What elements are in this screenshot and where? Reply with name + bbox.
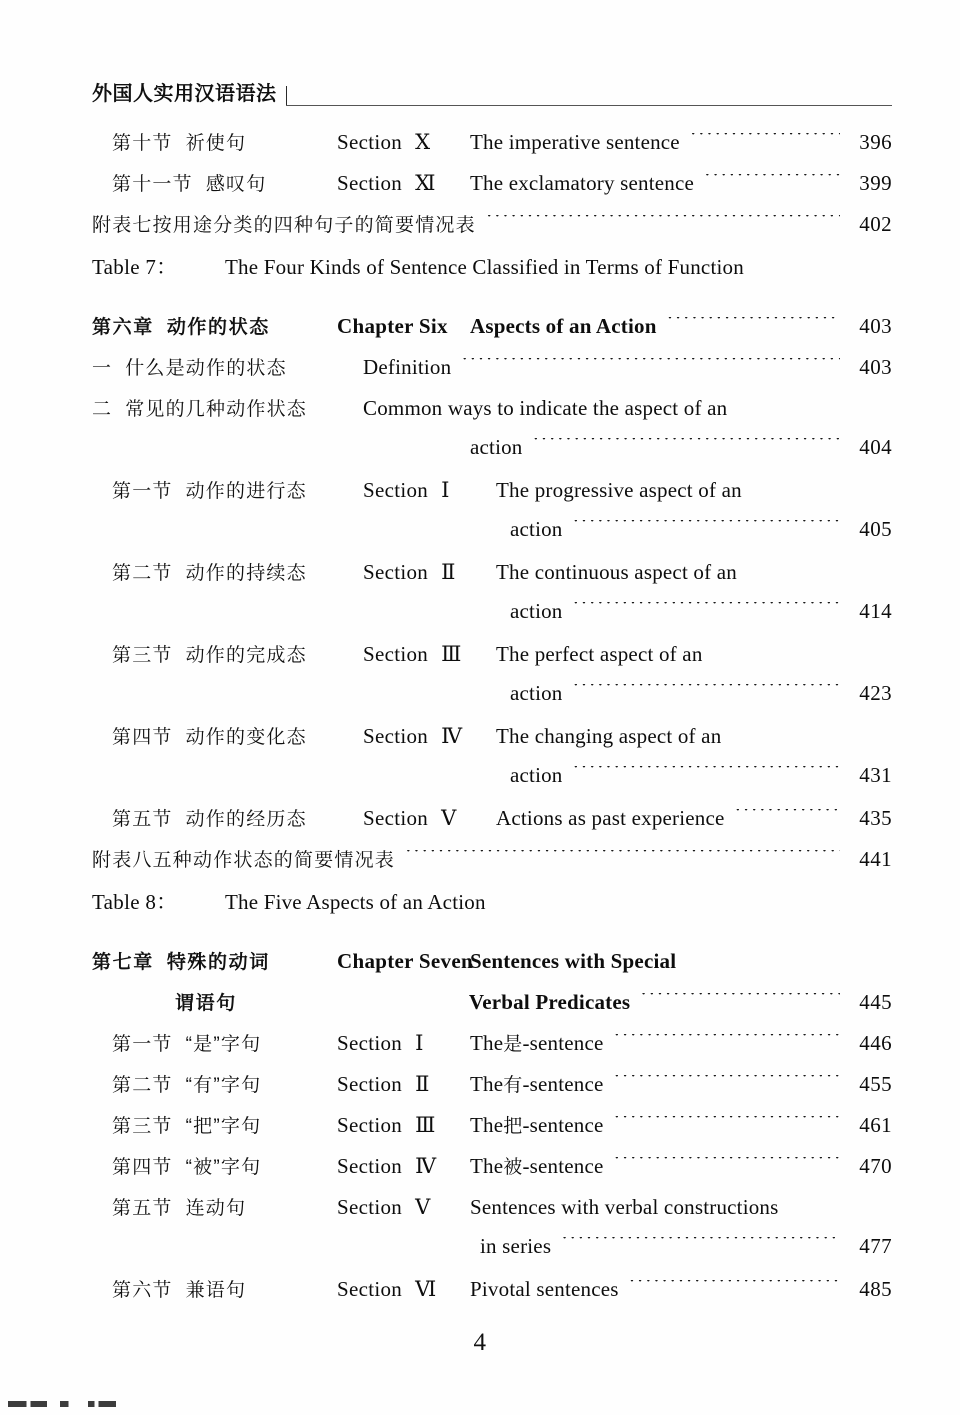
toc-chinese-column: [92, 353, 363, 380]
toc-section-column: [337, 130, 470, 155]
toc-english-prefix: The: [470, 1031, 504, 1055]
toc-row[interactable]: [0, 1029, 960, 1070]
toc-chinese-number: 第一节: [112, 481, 173, 502]
toc-english-title: Pivotal sentences: [470, 1277, 619, 1301]
section-gap: [0, 927, 960, 947]
toc-english-continuation: action: [510, 517, 563, 541]
toc-row-continuation[interactable]: [0, 763, 960, 804]
toc-row[interactable]: [0, 353, 960, 394]
toc-chinese-number: 第六节: [112, 1280, 173, 1301]
toc-section-number: Ⅵ: [415, 1277, 437, 1301]
toc-english-cjk-term: 有: [503, 1075, 523, 1096]
toc-chinese-number: 二: [92, 399, 113, 420]
toc-chinese-title: 连动句: [185, 1198, 247, 1219]
toc-english-suffix: -sentence: [522, 1113, 604, 1137]
book-title: 外国人实用汉语语法: [92, 83, 277, 105]
toc-chinese-title: 动作的完成态: [185, 645, 307, 666]
toc-page-number[interactable]: 431: [859, 763, 892, 787]
toc-section-number: Ⅹ: [415, 130, 431, 154]
toc-page-number[interactable]: 461: [859, 1113, 892, 1137]
dot-leader: [690, 133, 840, 149]
toc-section-column: [363, 724, 496, 749]
toc-chinese-title: 什么是动作的状态: [125, 358, 287, 379]
toc-row-chapter[interactable]: [0, 312, 960, 353]
toc-chinese-column: [112, 804, 363, 831]
toc-page-number[interactable]: 445: [859, 990, 892, 1014]
toc-english-continuation: action: [510, 599, 563, 623]
toc-chinese-title: “被”字句: [185, 1157, 262, 1178]
toc-chinese-number: 第四节: [112, 1157, 173, 1178]
table-label: Table 8：: [92, 890, 178, 914]
toc-row-continuation[interactable]: [0, 599, 960, 640]
toc-row-continuation[interactable]: [0, 988, 960, 1029]
toc-section-column: [337, 1072, 470, 1097]
toc-english-title: The exclamatory sentence: [470, 171, 695, 195]
toc-section-label: Section: [337, 171, 403, 195]
toc-chinese-column: [112, 1152, 337, 1179]
dot-leader: [614, 1157, 840, 1173]
toc-row[interactable]: [0, 1070, 960, 1111]
toc-english-title: The imperative sentence: [470, 130, 680, 154]
toc-chinese-column: [112, 128, 337, 155]
toc-page-number[interactable]: 477: [859, 1234, 892, 1258]
toc-row[interactable]: [0, 169, 960, 210]
toc-english-continuation: Verbal Predicates: [468, 990, 631, 1014]
toc-english-continuation: action: [510, 763, 563, 787]
toc-row-appendix[interactable]: [0, 210, 960, 251]
toc-section-column: [337, 1031, 470, 1056]
toc-section-column: [337, 171, 470, 196]
toc-section-number: Ⅱ: [441, 560, 456, 584]
dot-leader: [704, 174, 840, 190]
toc-english-cjk-term: 是: [503, 1034, 523, 1055]
toc-section-column: [337, 949, 473, 974]
toc-section-number: Ⅲ: [415, 1113, 436, 1137]
toc-section-column: [337, 1113, 470, 1138]
toc-row[interactable]: [0, 558, 960, 599]
toc-section-number: Ⅱ: [415, 1072, 430, 1096]
toc-chinese-title: 动作的变化态: [185, 727, 307, 748]
toc-english-cjk-term: 被: [503, 1157, 523, 1178]
toc-chinese-column: [92, 394, 363, 421]
toc-chinese-number: 第十一节: [112, 174, 193, 195]
dot-leader: [573, 766, 840, 782]
toc-section-label: Section: [337, 130, 403, 154]
toc-chinese-column: [112, 1111, 337, 1138]
toc-chinese-number: 第三节: [112, 1116, 173, 1137]
toc-section-column: [337, 1195, 470, 1220]
toc-chinese-title: 动作的经历态: [185, 809, 307, 830]
toc-row-table-caption: [0, 251, 960, 292]
toc-english-suffix: -sentence: [522, 1031, 604, 1055]
dot-leader: [629, 1280, 840, 1296]
toc-english-prefix: The: [470, 1113, 504, 1137]
toc-chinese-number: 第二节: [112, 1075, 173, 1096]
toc-section-number: Ⅰ: [415, 1031, 424, 1055]
toc-chinese-number: 第十节: [112, 133, 173, 154]
dot-leader: [573, 684, 840, 700]
toc-section-label: Section: [337, 1031, 403, 1055]
toc-chinese-title: 按用途分类的四种句子的简要情况表: [152, 215, 476, 236]
toc-section-label: Section: [363, 478, 429, 502]
page-number: 4: [473, 1329, 487, 1356]
dot-leader: [573, 602, 840, 618]
toc-english-title: Sentences with verbal constructions: [470, 1195, 779, 1219]
toc-page-number[interactable]: 446: [859, 1031, 892, 1055]
toc-section-label: Section: [363, 724, 429, 748]
toc-page-number[interactable]: 423: [859, 681, 892, 705]
toc-section-number: Ⅳ: [415, 1154, 437, 1178]
running-header: [92, 72, 892, 106]
dot-leader: [405, 850, 840, 866]
dot-leader: [614, 1116, 840, 1132]
toc-english-title: Aspects of an Action: [470, 314, 657, 338]
toc-section-label: Section: [363, 806, 429, 830]
toc-section-number: Ⅰ: [441, 478, 450, 502]
dot-leader: [735, 809, 840, 825]
toc-english-continuation: in series: [480, 1234, 552, 1258]
toc-page-number[interactable]: 402: [859, 212, 892, 236]
toc-page-number[interactable]: 403: [859, 314, 892, 338]
toc-chapter-label: Chapter Seven: [337, 949, 473, 973]
toc-chinese-column: [112, 1029, 337, 1056]
toc-section-number: Ⅴ: [441, 806, 457, 830]
toc-chinese-title: “有”字句: [185, 1075, 262, 1096]
toc-english-title: The progressive aspect of an: [496, 478, 742, 502]
toc-chinese-number: 第六章: [92, 317, 154, 338]
toc-page-number[interactable]: 405: [859, 517, 892, 541]
dot-leader: [573, 520, 840, 536]
toc-row[interactable]: [0, 476, 960, 517]
toc-row-table-caption: [0, 886, 960, 927]
toc-section-column: [337, 314, 470, 339]
toc-english-title: The perfect aspect of an: [496, 642, 703, 666]
table-label: Table 7：: [92, 255, 178, 279]
toc-english-continuation: action: [470, 435, 523, 459]
toc-chinese-number: 一: [92, 358, 113, 379]
toc-chinese-number: 第五节: [112, 1198, 173, 1219]
toc-section-label: Section: [363, 642, 429, 666]
toc-section-number: Ⅴ: [415, 1195, 431, 1219]
toc-row[interactable]: [0, 128, 960, 169]
toc-page-number[interactable]: 403: [859, 355, 892, 379]
toc-section-number: Ⅺ: [415, 171, 436, 195]
toc-chinese-title: 动作的状态: [166, 317, 270, 338]
toc-english-title: Actions as past experience: [496, 806, 725, 830]
dot-leader: [640, 993, 840, 1009]
toc-english-suffix: -sentence: [522, 1154, 604, 1178]
toc-section-number: Ⅳ: [441, 724, 463, 748]
toc-chinese-column: [112, 1193, 337, 1220]
toc-chinese-title: 动作的进行态: [185, 481, 307, 502]
toc-row[interactable]: [0, 1152, 960, 1193]
toc-chinese-number: 第五节: [112, 809, 173, 830]
toc-row-chapter[interactable]: [0, 947, 960, 988]
toc-section-label: Section: [337, 1277, 403, 1301]
toc-row[interactable]: [0, 640, 960, 681]
toc-chinese-title: 感叹句: [205, 174, 267, 195]
toc-page-number[interactable]: 485: [859, 1277, 892, 1301]
toc-section-column: [363, 642, 496, 667]
toc-page-number[interactable]: 441: [859, 847, 892, 871]
toc-chinese-column: [92, 210, 476, 237]
toc-english-title: The changing aspect of an: [496, 724, 722, 748]
toc-page-number[interactable]: 470: [859, 1154, 892, 1178]
scan-artifact: [8, 1401, 116, 1407]
toc-section-number: Ⅲ: [441, 642, 462, 666]
toc-chinese-continuation: 谓语句: [175, 993, 237, 1014]
toc-row[interactable]: [0, 722, 960, 763]
toc-english-continuation: action: [510, 681, 563, 705]
toc-chinese-column: [112, 722, 363, 749]
toc-row[interactable]: [0, 804, 960, 845]
toc-chinese-number: 第四节: [112, 727, 173, 748]
dot-leader: [614, 1034, 840, 1050]
toc-section-column: [363, 560, 496, 585]
dot-leader: [461, 358, 840, 374]
toc-chinese-number: 附表八: [92, 850, 153, 871]
dot-leader: [533, 438, 840, 454]
toc-english-title: Sentences with Special: [470, 949, 677, 973]
toc-chinese-number: 第一节: [112, 1034, 173, 1055]
toc-chinese-column: [112, 169, 337, 196]
toc-chinese-title: 五种动作状态的简要情况表: [152, 850, 396, 871]
dot-leader: [667, 317, 840, 333]
toc-page-number[interactable]: 404: [859, 435, 892, 459]
toc-chinese-number: 第三节: [112, 645, 173, 666]
toc-chinese-title: “把”字句: [185, 1116, 262, 1137]
toc-row-continuation[interactable]: [0, 435, 960, 476]
toc-chinese-column: [112, 476, 363, 503]
toc-english-cjk-term: 把: [503, 1116, 523, 1137]
section-gap: [0, 292, 960, 312]
toc-section-column: [337, 1277, 470, 1302]
toc-chinese-title: 常见的几种动作状态: [125, 399, 308, 420]
toc-chinese-column: [92, 845, 395, 872]
dot-leader: [614, 1075, 840, 1091]
toc-section-column: [337, 1154, 470, 1179]
toc-page-number[interactable]: 414: [859, 599, 892, 623]
dot-leader: [486, 215, 840, 231]
toc-page-number[interactable]: 396: [859, 130, 892, 154]
toc-chinese-number: 第二节: [112, 563, 173, 584]
toc-section-column: [363, 806, 496, 831]
toc-row-continuation[interactable]: [0, 1234, 960, 1275]
toc-chinese-number: 附表七: [92, 215, 153, 236]
toc-row[interactable]: [0, 1111, 960, 1152]
toc-section-label: Section: [337, 1195, 403, 1219]
toc-row-continuation[interactable]: [0, 517, 960, 558]
toc-chinese-title: “是”字句: [185, 1034, 262, 1055]
toc-chinese-column: [112, 1070, 337, 1097]
toc-row-appendix[interactable]: [0, 845, 960, 886]
toc-row[interactable]: [0, 394, 960, 435]
toc-chinese-column: [112, 640, 363, 667]
toc-english-title: The continuous aspect of an: [496, 560, 737, 584]
toc-chinese-title: 动作的持续态: [185, 563, 307, 584]
toc-section-label: Section: [337, 1072, 403, 1096]
toc-english-title: Definition: [363, 355, 452, 379]
toc-chapter-label: Chapter Six: [337, 314, 448, 338]
table-caption: The Five Aspects of an Action: [225, 890, 486, 914]
toc-row-continuation[interactable]: [0, 681, 960, 722]
toc-chinese-column: [92, 312, 337, 339]
toc-row[interactable]: [0, 1275, 960, 1316]
toc-page-number[interactable]: 455: [859, 1072, 892, 1096]
toc-english-title: Common ways to indicate the aspect of an: [363, 396, 728, 420]
toc-section-label: Section: [337, 1154, 403, 1178]
toc-chinese-column: [92, 947, 337, 974]
dot-leader: [561, 1237, 840, 1253]
toc-english-prefix: The: [470, 1072, 504, 1096]
toc-chinese-title: 祈使句: [185, 133, 247, 154]
toc-row[interactable]: [0, 1193, 960, 1234]
table-of-contents: [0, 128, 960, 1316]
toc-chinese-title: 特殊的动词: [166, 952, 270, 973]
toc-section-label: Section: [363, 560, 429, 584]
toc-chinese-title: 兼语句: [185, 1280, 247, 1301]
toc-chinese-column: [112, 558, 363, 585]
toc-english-suffix: -sentence: [522, 1072, 604, 1096]
toc-section-label: Section: [337, 1113, 403, 1137]
toc-page-number[interactable]: 399: [859, 171, 892, 195]
toc-english-prefix: The: [470, 1154, 504, 1178]
table-caption: The Four Kinds of Sentence Classified in Terms of Function: [225, 255, 744, 279]
toc-chinese-column: [112, 1275, 337, 1302]
header-rule: [286, 86, 893, 106]
toc-page-number[interactable]: 435: [859, 806, 892, 830]
toc-section-column: [363, 478, 496, 503]
toc-chinese-number: 第七章: [92, 952, 154, 973]
